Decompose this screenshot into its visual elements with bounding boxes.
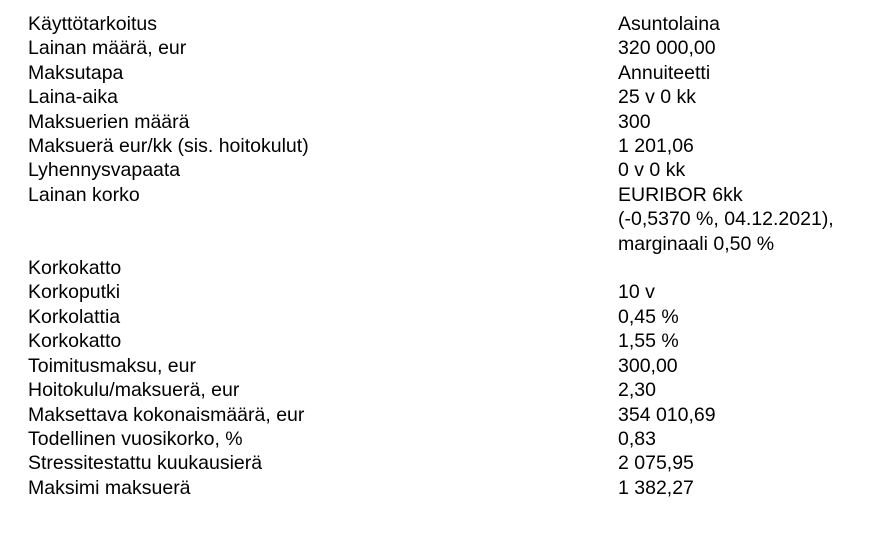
table-row [28,403,834,427]
table-row [28,305,834,329]
row-value: 10 v [618,281,655,304]
table-row [28,85,834,109]
row-value: Asuntolaina [618,13,720,35]
table-row [28,451,834,475]
table-row [28,110,834,134]
table-row [28,329,834,353]
row-label: Stressitestattu kuukausierä [28,452,263,475]
row-value: 354 010,69 [618,403,716,426]
table-row [28,476,834,500]
row-label: Lainan määrä, eur [28,37,187,60]
row-value: 300 [618,110,651,133]
table-row [28,256,834,280]
row-value: 300,00 [618,354,678,377]
table-row [28,183,834,256]
row-label: Todellinen vuosikorko, % [28,427,243,450]
row-label: Maksettava kokonaismäärä, eur [28,403,305,426]
row-value: 1 382,27 [618,476,694,499]
row-label: Käyttötarkoitus [28,13,157,35]
value-line: (-0,5370 %, 04.12.2021), [618,208,834,231]
table-row [28,158,834,182]
row-label: Maksutapa [28,61,124,84]
table-row [28,61,834,85]
table-row [28,12,834,36]
row-value: Annuiteetti [618,61,711,84]
row-value: 0,45 % [618,305,679,328]
table-row [28,134,834,158]
value-line: marginaali 0,50 % [618,232,775,255]
row-value: 2 075,95 [618,452,694,475]
row-value: 0,83 [618,427,656,450]
row-value: 1 201,06 [618,135,694,158]
table-row [28,36,834,60]
row-value: 25 v 0 kk [618,86,697,109]
row-label: Korkokatto [28,257,122,280]
table-row [28,354,834,378]
row-label: Korkoputki [28,281,121,304]
table-row [28,378,834,402]
row-value: 320 000,00 [618,37,716,60]
row-label: Korkolattia [28,305,121,328]
row-label: Lainan korko [28,183,140,206]
row-label: Toimitusmaksu, eur [28,354,196,377]
row-label: Lyhennysvapaata [28,159,181,182]
row-label: Korkokatto [28,330,122,353]
row-label: Hoitokulu/maksuerä, eur [28,379,240,402]
row-value-multiline [618,183,834,256]
value-line: EURIBOR 6kk [618,183,743,206]
row-value: 0 v 0 kk [618,159,686,182]
row-value: 2,30 [618,379,656,402]
table-row [28,427,834,451]
table-row [28,280,834,304]
row-label: Maksuerä eur/kk (sis. hoitokulut) [28,135,309,158]
loan-details-table [28,12,834,500]
row-label: Maksuerien määrä [28,110,190,133]
row-label: Maksimi maksuerä [28,476,191,499]
row-label: Laina-aika [28,86,118,109]
row-value: 1,55 % [618,330,679,353]
